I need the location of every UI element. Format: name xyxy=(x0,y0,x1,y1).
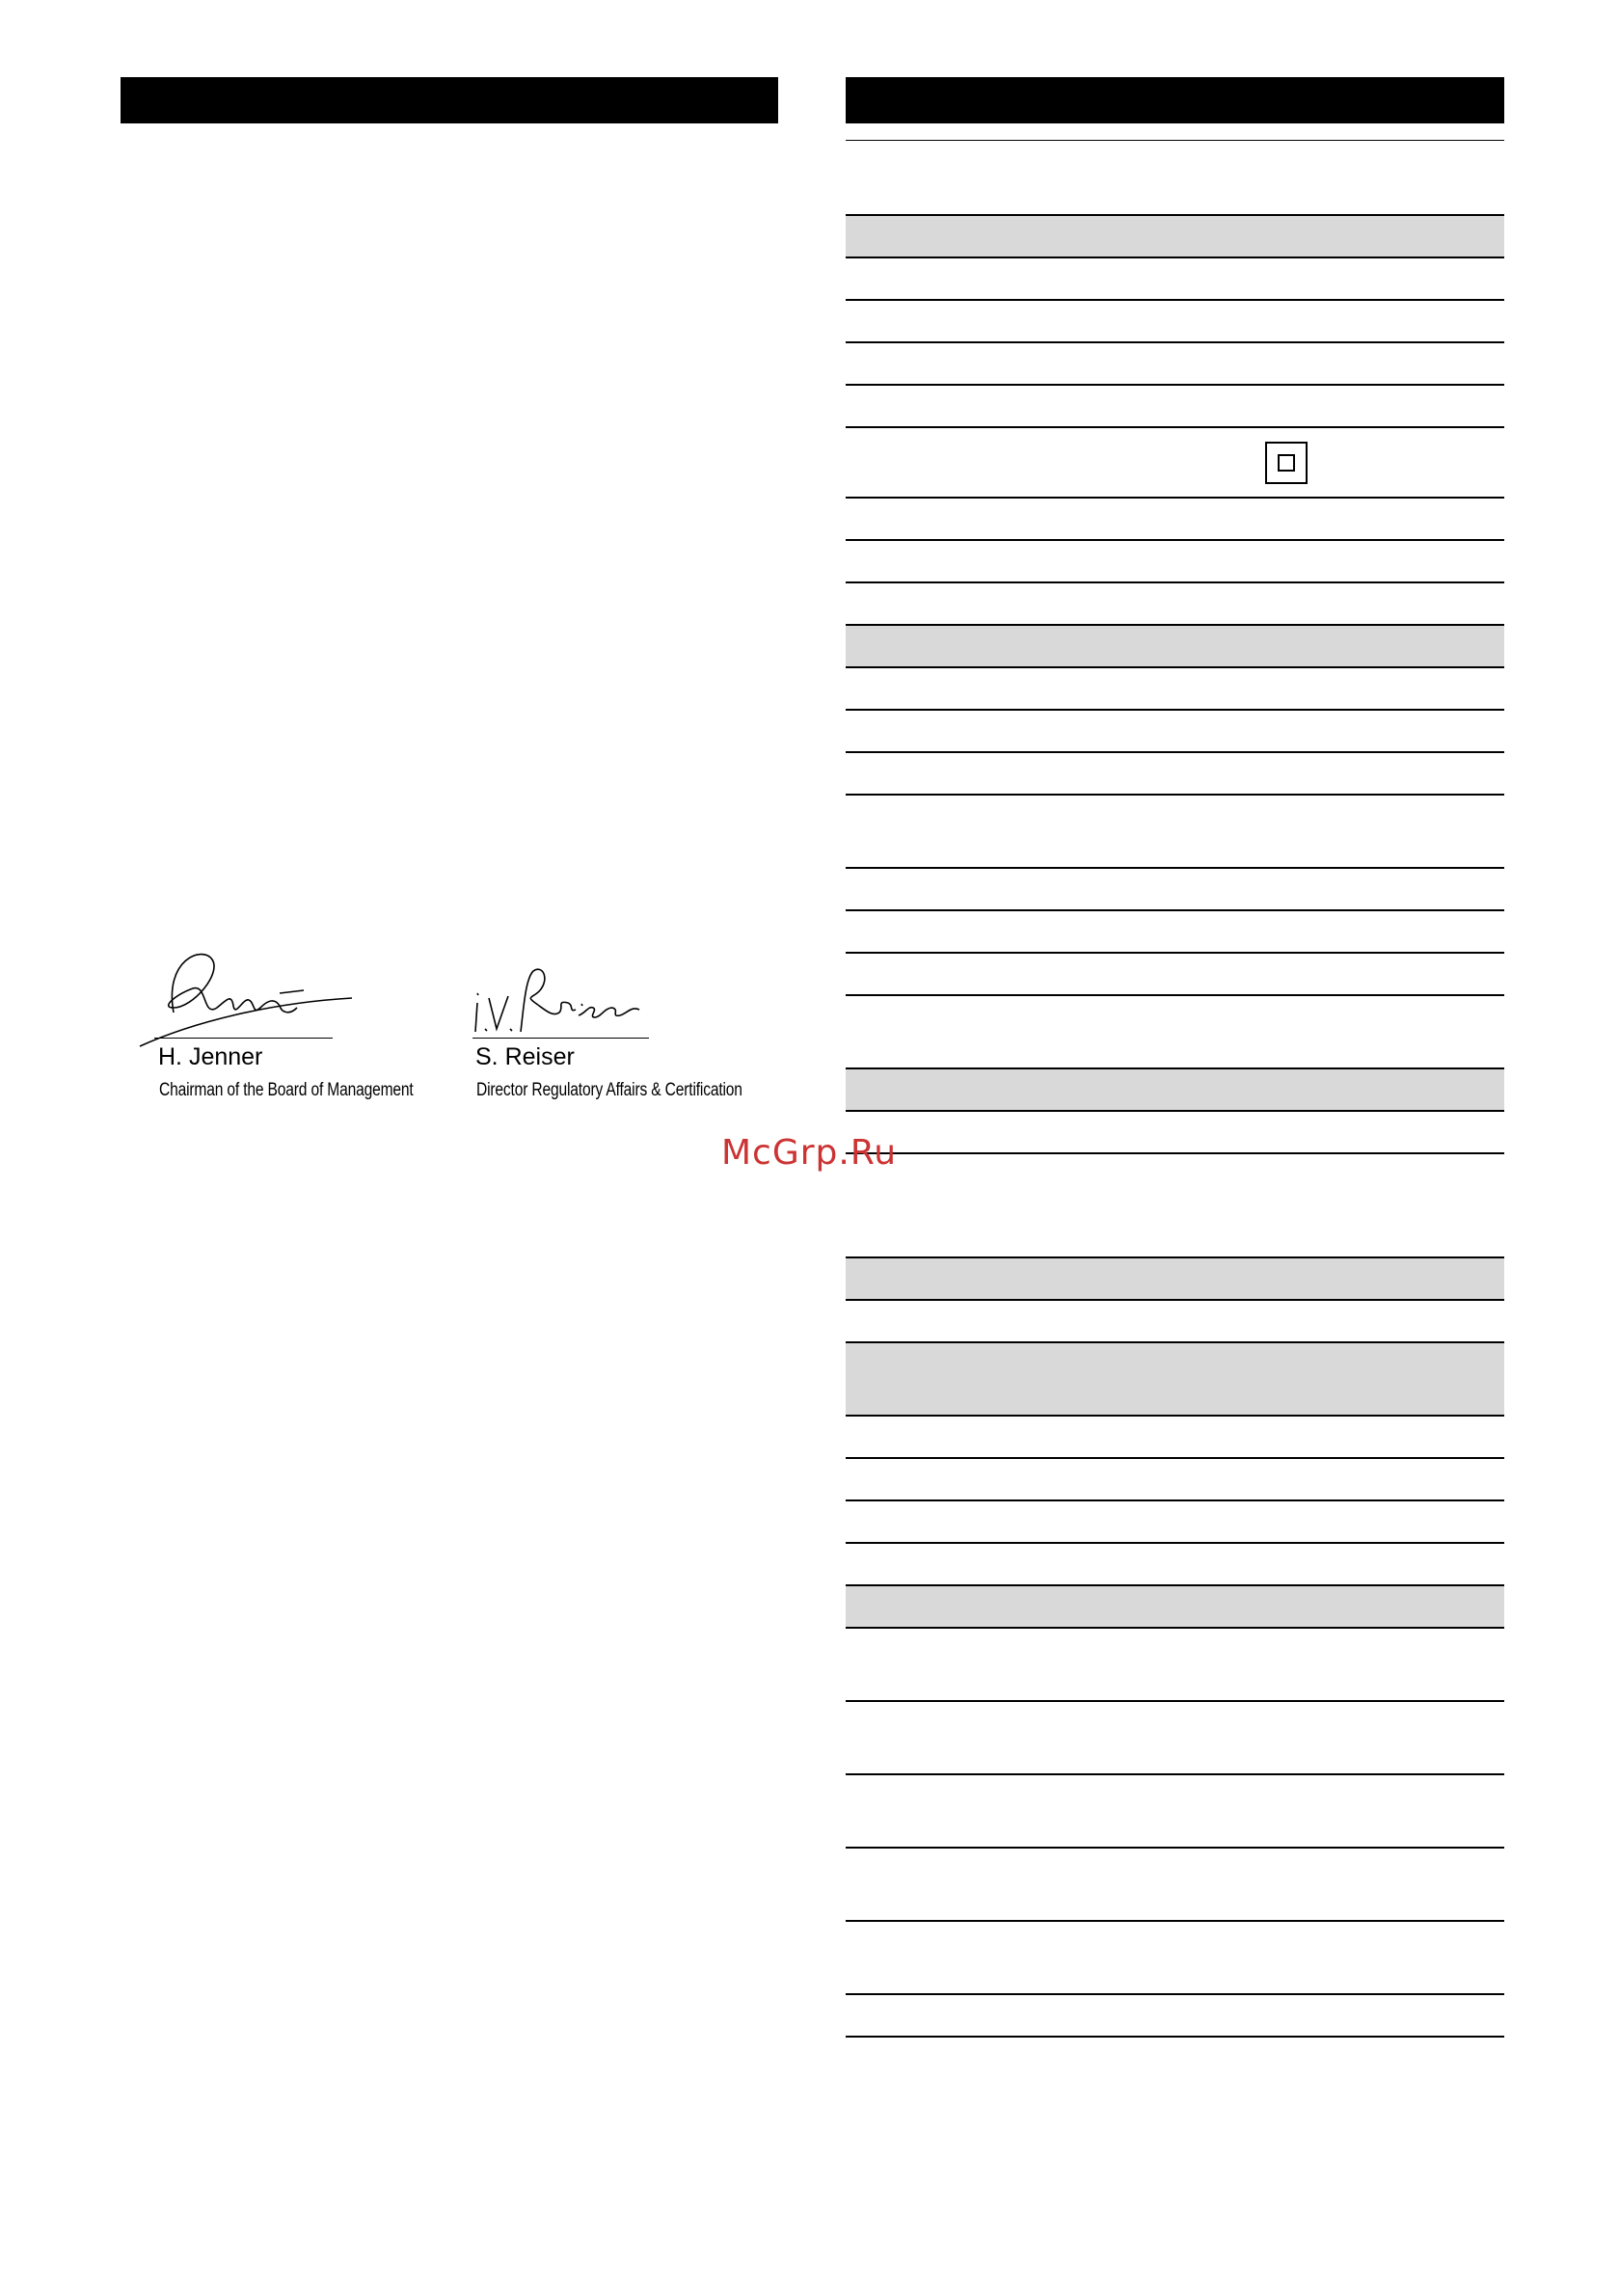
table-row xyxy=(846,141,1504,216)
table-row xyxy=(846,1775,1504,1849)
signature-reiser xyxy=(468,959,651,1041)
table-row xyxy=(846,1417,1504,1459)
table-row xyxy=(846,869,1504,911)
table-row xyxy=(846,711,1504,753)
table-row xyxy=(846,796,1504,869)
table-row xyxy=(846,343,1504,386)
table-row xyxy=(846,668,1504,711)
table-section-row xyxy=(846,1586,1504,1629)
signatory-title: Chairman of the Board of Management xyxy=(159,1080,414,1100)
table-row xyxy=(846,386,1504,428)
table-row xyxy=(846,1922,1504,1995)
signature-line xyxy=(472,1038,649,1039)
table-row xyxy=(846,1702,1504,1775)
table-row xyxy=(846,428,1504,499)
right-column-header-bar xyxy=(846,77,1504,123)
signature-jenner xyxy=(135,940,357,1056)
protection-class-ii-inner-square xyxy=(1278,454,1295,472)
table-row xyxy=(846,258,1504,301)
signatory-name: H. Jenner xyxy=(158,1043,263,1070)
table-section-row xyxy=(846,1069,1504,1112)
table-row xyxy=(846,954,1504,996)
table-row xyxy=(846,1154,1504,1258)
technical-data-table xyxy=(846,140,1504,2038)
table-row xyxy=(846,996,1504,1069)
table-row xyxy=(846,1849,1504,1922)
table-row xyxy=(846,1301,1504,1343)
table-row xyxy=(846,583,1504,626)
table-row xyxy=(846,753,1504,796)
table-row xyxy=(846,1995,1504,2038)
table-row xyxy=(846,1501,1504,1544)
left-column-header-bar xyxy=(121,77,778,123)
table-section-row xyxy=(846,1343,1504,1417)
table-row xyxy=(846,499,1504,541)
table-row xyxy=(846,1544,1504,1586)
watermark: McGrp.Ru xyxy=(721,1133,898,1173)
table-section-row xyxy=(846,1258,1504,1301)
signatory-title: Director Regulatory Affairs & Certification xyxy=(476,1080,742,1100)
signatory-name: S. Reiser xyxy=(475,1043,575,1070)
table-row xyxy=(846,1112,1504,1154)
table-row xyxy=(846,301,1504,343)
table-row xyxy=(846,911,1504,954)
table-section-row xyxy=(846,216,1504,258)
table-row xyxy=(846,1459,1504,1501)
protection-class-ii-icon xyxy=(1265,442,1308,484)
table-section-row xyxy=(846,626,1504,668)
table-row xyxy=(846,1629,1504,1702)
signature-line xyxy=(154,1038,333,1039)
table-row xyxy=(846,541,1504,583)
